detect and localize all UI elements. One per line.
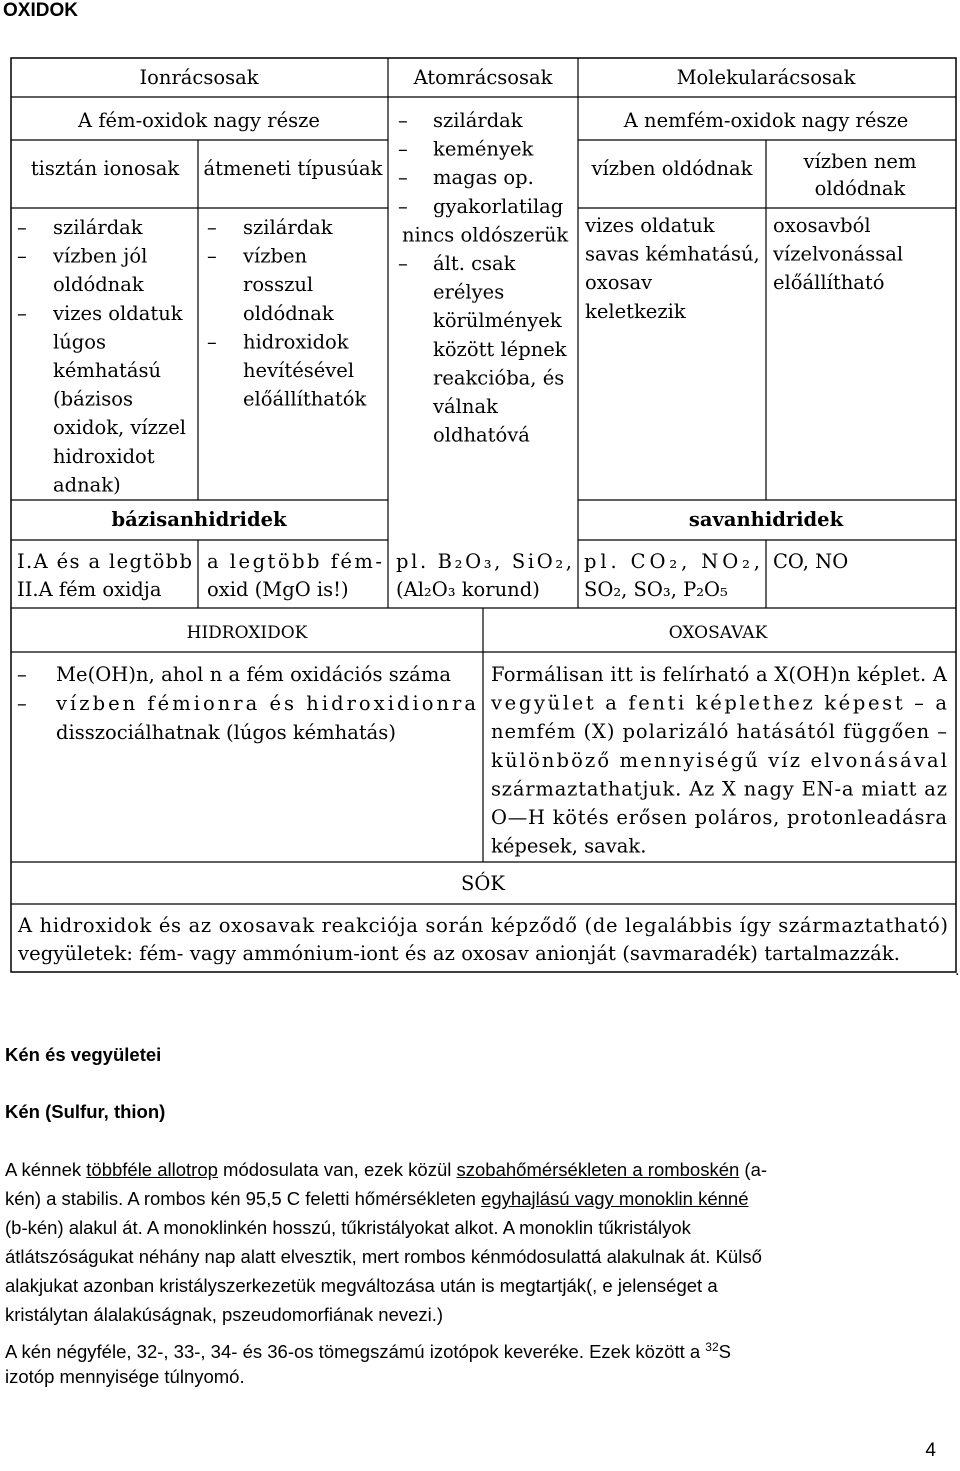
page-heading: OXIDOK [3, 0, 78, 21]
oldodo-line: oxosav [585, 271, 653, 295]
sok-heading: SÓK [461, 872, 505, 895]
ion-line: vizes oldatuk [53, 301, 183, 325]
paragraph-line-5: alakjukat azonban kristályszerkezetük megváltozása után is megtartják(, e jelenséget a [5, 1275, 718, 1296]
atom-line: között lépnek [433, 337, 567, 361]
atom-line: szilárdak [433, 109, 523, 132]
vizben-oldodnak-label: vízben oldódnak [591, 157, 753, 180]
atom-line: gyakorlatilag [433, 194, 564, 218]
p7-text-a: A kén négyféle, 32-, 33-, 34- és 36-os tömegszámú izotópok keveréke. Ezek között a [5, 1341, 706, 1363]
p1-text-c: (a- [739, 1159, 768, 1180]
atmeneti-line: hidroxidok [243, 330, 349, 354]
example-atmeneti-2: oxid (MgO is!) [207, 578, 349, 601]
atmeneti-dash: – [207, 244, 217, 268]
nem-oldodo-line: előállítható [773, 271, 885, 295]
atom-line: kemények [433, 137, 534, 161]
oxosav-line: nemfém (X) polarizáló hatásától függően – [491, 720, 947, 744]
p1-text-a: A kénnek [5, 1159, 87, 1180]
atmeneti-label: átmeneti típusúak [203, 157, 383, 180]
sok-line-2: vegyületek: fém- vagy ammónium-iont és az oxosav anionját (savmaradék) tartalmazzák. [18, 942, 900, 965]
ion-line: vízben jól [53, 244, 148, 268]
atmeneti-line: szilárdak [243, 216, 333, 239]
ion-dash: – [17, 301, 27, 325]
oxosav-line: származtathatjuk. Az X nagy EN-a miatt az [491, 777, 947, 801]
atmeneti-line: hevítésével [243, 359, 355, 382]
section-title-ken: Kén (Sulfur, thion) [5, 1101, 166, 1122]
atmeneti-line: előállíthatók [243, 387, 367, 411]
page-number: 4 [925, 1440, 936, 1461]
atom-line: válnak [433, 395, 498, 418]
ion-line: hidroxidot [53, 444, 155, 468]
ion-line: oldódnak [53, 273, 144, 297]
atmeneti-line: vízben [243, 244, 308, 268]
col-header-ionracsos: Ionrácsosak [139, 66, 259, 89]
paragraph-line-6: kristálytan álalakúságnak, pszeudomorfiának nevezi.) [5, 1304, 444, 1325]
oxosav-line: különböző mennyiségű víz elvonásával [491, 748, 947, 772]
ion-line: szilárdak [53, 216, 143, 239]
hidroxid-line-3: disszociálhatnak (lúgos kémhatás) [56, 721, 396, 744]
oldodnak-label: oldódnak [814, 177, 906, 200]
atom-dash: – [398, 194, 408, 218]
ion-list [17, 216, 186, 496]
p7-text-b: S [718, 1341, 731, 1363]
atom-line: reakcióba, és [433, 366, 565, 390]
nemfem-oxidok-heading: A nemfém-oxidok nagy része [623, 109, 909, 132]
atom-line: magas op. [433, 166, 534, 190]
atmeneti-dash: – [207, 216, 217, 239]
hidroxid-line-2: vízben fémionra és hidroxidionra [56, 692, 476, 715]
atom-dash: – [398, 137, 408, 161]
savanhidridek-label: savanhidridek [688, 508, 844, 531]
tisztan-ionosak-label: tisztán ionosak [30, 157, 180, 180]
oldodo-list [584, 214, 760, 323]
sok-line-1: A hidroxidok és az oxosavak reakciója során képződő (de legalábbis így származtatható) [18, 914, 949, 937]
oxosav-line: vegyület a fenti képlethez képest – a [491, 691, 947, 715]
section-title-ken-vegyuletei: Kén és vegyületei [5, 1044, 162, 1065]
hidroxid-line-1: Me(OH)n, ahol n a fém oxidációs száma [56, 663, 451, 686]
hidroxidok-heading: HIDROXIDOK [186, 623, 308, 643]
oxosavak-heading: OXOSAVAK [668, 623, 768, 643]
oxosav-line: képesek, savak. [491, 834, 647, 858]
oldodo-line: vizes oldatuk [585, 214, 715, 237]
paragraph-line-2 [5, 1184, 955, 1213]
example-ion-1: I.A és a legtöbb [17, 550, 192, 573]
atom-line: oldhatóvá [433, 423, 530, 447]
oxosav-line: O—H kötés erősen poláros, protonleadásra [491, 806, 947, 829]
oldodo-line: keletkezik [585, 299, 686, 323]
vizben-nem-label: vízben nem [803, 150, 917, 173]
example-nem-oldodo: CO, NO [773, 550, 849, 573]
atom-line: körülmények [433, 309, 562, 333]
atmeneti-list [207, 216, 366, 411]
ion-dash: – [17, 216, 27, 239]
atom-dash: – [398, 166, 408, 190]
ion-line: lúgos [53, 330, 107, 354]
atmeneti-line: rosszul [243, 273, 314, 297]
atom-dash: – [398, 109, 408, 132]
paragraph-line-1 [5, 1155, 955, 1184]
atom-dash: – [398, 252, 408, 275]
bazisanhidridek-label: bázisanhidridek [111, 508, 287, 531]
paragraph-line-3: (b-kén) alakul át. A monoklinkén hosszú, tűkristályokat alkot. A monoklin tűkristályok [5, 1217, 691, 1238]
atom-line: nincs oldószerük [402, 223, 569, 247]
oxosav-line: Formálisan itt is felírható a X(OH)n képlet. A [491, 663, 947, 686]
example-atom-1: pl. B₂O₃, SiO₂, [396, 550, 572, 573]
ion-line: oxidok, vízzel [53, 416, 186, 440]
example-atmeneti-1: a legtöbb fém- [207, 550, 382, 573]
col-header-molekularacsos: Molekularácsosak [676, 66, 856, 89]
hidroxid-dash-1: – [17, 663, 27, 686]
ion-line: (bázisos [53, 387, 133, 411]
example-savanhidrid-1: pl. CO₂, NO₂, [584, 550, 760, 573]
hidroxid-dash-2: – [17, 692, 27, 715]
stray-dot: . [955, 963, 960, 979]
ion-line: kémhatású [53, 359, 162, 382]
nem-oldodo-line: vízelvonással [773, 242, 904, 266]
oldodo-line: savas kémhatású, [585, 242, 760, 266]
p2-text-a: kén) a stabilis. A rombos kén 95,5 C feletti hőmérsékleten [5, 1188, 482, 1209]
atmeneti-dash: – [207, 330, 217, 354]
atom-line: ált. csak [433, 252, 516, 275]
p1-underline-allotrop: többféle allotrop [86, 1159, 218, 1180]
example-savanhidrid-2: SO₂, SO₃, P₂O₅ [584, 578, 728, 601]
atom-list [398, 109, 568, 447]
atmeneti-line: oldódnak [243, 301, 334, 325]
col-header-atomracsos: Atomrácsosak [413, 66, 553, 89]
atom-line: erélyes [433, 280, 505, 304]
p1-text-b: módosulata van, ezek közül [217, 1159, 457, 1180]
nem-oldodo-line: oxosavból [773, 214, 871, 237]
p7-superscript: 32 [705, 1340, 719, 1354]
ion-dash: – [17, 244, 27, 268]
p1-underline-romboskén: szobahőmérsékleten a romboskén [456, 1159, 740, 1180]
paragraph-line-8: izotóp mennyisége túlnyomó. [5, 1366, 245, 1387]
fem-oxidok-heading: A fém-oxidok nagy része [78, 109, 320, 132]
paragraph-line-4: átlátszóságukat néhány nap alatt elvesztik, mert rombos kénmódosulattá alakulnak át. Külső [5, 1246, 762, 1267]
nem-oldodo-list [772, 214, 903, 294]
example-atom-2: (Al₂O₃ korund) [396, 578, 540, 601]
example-ion-2: II.A fém oxidja [17, 578, 162, 601]
oxosav-text [490, 663, 948, 858]
p2-underline-monoklin: egyhajlású vagy monoklin kénné [481, 1188, 749, 1209]
ion-line: adnak) [53, 473, 121, 497]
